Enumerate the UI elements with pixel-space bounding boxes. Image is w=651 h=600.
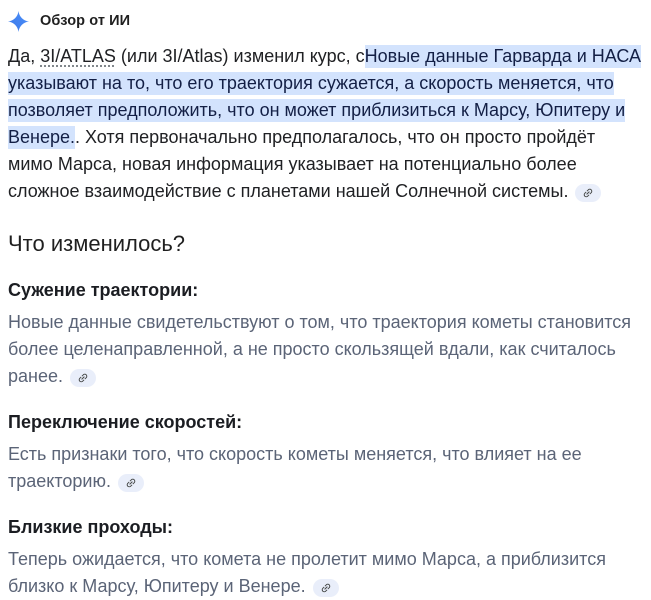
citation-link-button[interactable] [118,474,144,492]
section-body [8,309,641,390]
citation-link-button[interactable] [575,184,601,202]
link-icon [580,185,597,202]
section-close-passes [8,516,641,600]
citation-link-button[interactable] [70,369,96,387]
ai-overview-header [8,8,641,34]
section-body-text: Новые данные свидетельствуют о том, что траектория кометы становится более целенаправленной, а не просто скользящей вдали, как считалось ранее. [8,312,632,386]
term-link[interactable]: 3I/ATLAS [40,46,116,66]
what-changed-heading: Что изменилось? [8,231,186,256]
section-title: Близкие проходы: [8,517,173,537]
intro-text-post: . Хотя первоначально предполагалось, что он просто пройдёт мимо Марса, новая информация указывает на потенциально более сложное взаимодействие с планетами нашей Солнечной системы. [8,127,596,201]
intro-text-mid: (или 3I/Atlas) изменил курс, с [115,46,365,66]
section-trajectory-narrowing [8,279,641,390]
section-body-text: Теперь ожидается, что комета не пролетит мимо Марса, а приблизится близко к Марсу, Юпитеру и Венере. [8,549,606,596]
intro-paragraph [8,43,641,205]
section-body [8,441,641,495]
ai-sparkle-icon [8,11,29,32]
link-icon [74,370,91,387]
ai-overview-title: Обзор от ИИ [40,13,131,29]
section-body [8,546,641,600]
intro-text-pre: Да, [8,46,41,66]
link-icon [317,580,334,597]
citation-link-button[interactable] [313,579,339,597]
section-title: Переключение скоростей: [8,412,243,432]
section-speed-switching [8,411,641,495]
link-icon [122,475,139,492]
highlighted-citation-text[interactable]: Новые данные Гарварда и НАСА указывают на то, что его траектория сужается, а скорость меняется, что позволяет предположить, что он может приблизиться к Марсу, Юпитеру и Венере. [8,46,642,147]
section-body-text: Есть признаки того, что скорость кометы меняется, что влияет на ее траекторию. [8,444,582,491]
section-title: Сужение траектории: [8,280,199,300]
